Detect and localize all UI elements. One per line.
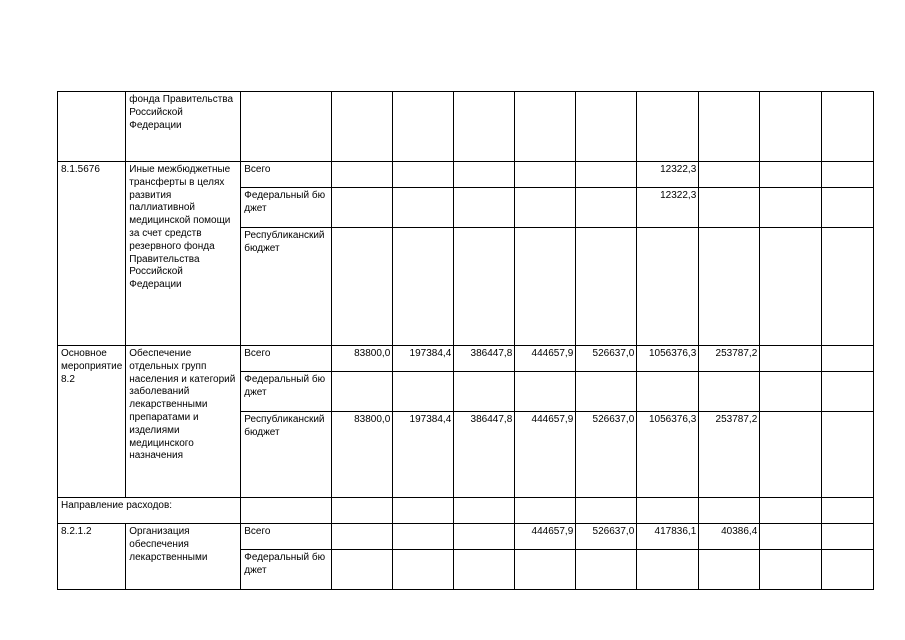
- value-cell: [454, 92, 515, 162]
- value-cell: [393, 92, 454, 162]
- row-code-cell: Основное мероприятие 8.2: [58, 346, 126, 498]
- value-cell: [393, 372, 454, 412]
- value-cell: [637, 92, 699, 162]
- value-cell: [822, 524, 874, 550]
- value-cell: [332, 372, 393, 412]
- value-cell: [393, 550, 454, 590]
- value-cell: [760, 346, 822, 372]
- funding-source-cell: Республиканский бюджет: [241, 412, 332, 498]
- value-cell: 83800,0: [332, 412, 393, 498]
- funding-source-cell: Федеральный бюджет: [241, 550, 332, 590]
- value-cell: [332, 92, 393, 162]
- empty-cell: [515, 498, 576, 524]
- value-cell: 526637,0: [576, 524, 637, 550]
- funding-source-cell: Всего: [241, 524, 332, 550]
- value-cell: 1056376,3: [637, 346, 699, 372]
- value-cell: [760, 524, 822, 550]
- value-cell: [576, 188, 637, 228]
- value-cell: [822, 228, 874, 346]
- empty-cell: [822, 498, 874, 524]
- value-cell: [637, 228, 699, 346]
- value-cell: [393, 524, 454, 550]
- value-cell: 197384,4: [393, 346, 454, 372]
- empty-cell: [576, 498, 637, 524]
- value-cell: [822, 550, 874, 590]
- value-cell: [515, 228, 576, 346]
- empty-cell: [637, 498, 699, 524]
- empty-cell: [332, 498, 393, 524]
- value-cell: [454, 550, 515, 590]
- value-cell: [699, 550, 760, 590]
- value-cell: 197384,4: [393, 412, 454, 498]
- value-cell: [393, 228, 454, 346]
- funding-source-cell: [241, 92, 332, 162]
- value-cell: [699, 188, 760, 228]
- value-cell: 444657,9: [515, 346, 576, 372]
- value-cell: [822, 372, 874, 412]
- value-cell: [699, 228, 760, 346]
- value-cell: [393, 188, 454, 228]
- value-cell: [332, 524, 393, 550]
- value-cell: [760, 188, 822, 228]
- value-cell: [760, 92, 822, 162]
- value-cell: [332, 188, 393, 228]
- value-cell: [822, 412, 874, 498]
- value-cell: [637, 372, 699, 412]
- value-cell: 526637,0: [576, 412, 637, 498]
- funding-source-cell: Федеральный бюджет: [241, 188, 332, 228]
- value-cell: [454, 162, 515, 188]
- empty-cell: [699, 498, 760, 524]
- row-code-cell: [58, 92, 126, 162]
- empty-cell: [241, 498, 332, 524]
- table-row: [58, 498, 874, 524]
- value-cell: 253787,2: [699, 346, 760, 372]
- value-cell: [515, 92, 576, 162]
- value-cell: 526637,0: [576, 346, 637, 372]
- value-cell: [576, 162, 637, 188]
- value-cell: [515, 372, 576, 412]
- budget-table: [57, 91, 874, 590]
- value-cell: [760, 412, 822, 498]
- value-cell: [454, 188, 515, 228]
- value-cell: [576, 228, 637, 346]
- funding-source-cell: Федеральный бюджет: [241, 372, 332, 412]
- value-cell: [760, 228, 822, 346]
- value-cell: [576, 550, 637, 590]
- value-cell: [515, 550, 576, 590]
- funding-source-cell: Всего: [241, 346, 332, 372]
- value-cell: [822, 92, 874, 162]
- value-cell: 1056376,3: [637, 412, 699, 498]
- value-cell: [515, 162, 576, 188]
- value-cell: 417836,1: [637, 524, 699, 550]
- value-cell: [454, 228, 515, 346]
- value-cell: 253787,2: [699, 412, 760, 498]
- value-cell: [332, 550, 393, 590]
- value-cell: [822, 188, 874, 228]
- value-cell: [760, 550, 822, 590]
- value-cell: [454, 372, 515, 412]
- value-cell: [576, 372, 637, 412]
- value-cell: 12322,3: [637, 188, 699, 228]
- value-cell: 386447,8: [454, 346, 515, 372]
- value-cell: [699, 162, 760, 188]
- value-cell: [393, 162, 454, 188]
- value-cell: [454, 524, 515, 550]
- table-row: [58, 162, 874, 188]
- value-cell: [332, 162, 393, 188]
- value-cell: 386447,8: [454, 412, 515, 498]
- row-code-cell: 8.1.5676: [58, 162, 126, 346]
- row-code-cell: 8.2.1.2: [58, 524, 126, 590]
- empty-cell: [454, 498, 515, 524]
- value-cell: [576, 92, 637, 162]
- value-cell: [822, 162, 874, 188]
- table-row: [58, 92, 874, 162]
- value-cell: 40386,4: [699, 524, 760, 550]
- value-cell: 444657,9: [515, 412, 576, 498]
- empty-cell: [393, 498, 454, 524]
- value-cell: [822, 346, 874, 372]
- value-cell: 83800,0: [332, 346, 393, 372]
- value-cell: [699, 372, 760, 412]
- table-row: [58, 524, 874, 550]
- funding-source-cell: Республиканский бюджет: [241, 228, 332, 346]
- value-cell: [760, 372, 822, 412]
- value-cell: [332, 228, 393, 346]
- value-cell: [760, 162, 822, 188]
- row-description-cell: Обеспечение отдельных групп населения и категорий заболеваний лекарственными препаратами и изделиями медицинского назначения: [126, 346, 241, 498]
- row-description-cell: Организация обеспечения лекарственными: [126, 524, 241, 590]
- value-cell: 444657,9: [515, 524, 576, 550]
- value-cell: [515, 188, 576, 228]
- table-row: [58, 346, 874, 372]
- value-cell: 12322,3: [637, 162, 699, 188]
- section-heading-cell: Направление расходов:: [58, 498, 241, 524]
- row-description-cell: фонда Правительства Российской Федерации: [126, 92, 241, 162]
- empty-cell: [760, 498, 822, 524]
- value-cell: [699, 92, 760, 162]
- value-cell: [637, 550, 699, 590]
- funding-source-cell: Всего: [241, 162, 332, 188]
- row-description-cell: Иные межбюджетные трансферты в целях развития паллиативной медицинской помощи за счет средств резервного фонда Правительства Российской Федерации: [126, 162, 241, 346]
